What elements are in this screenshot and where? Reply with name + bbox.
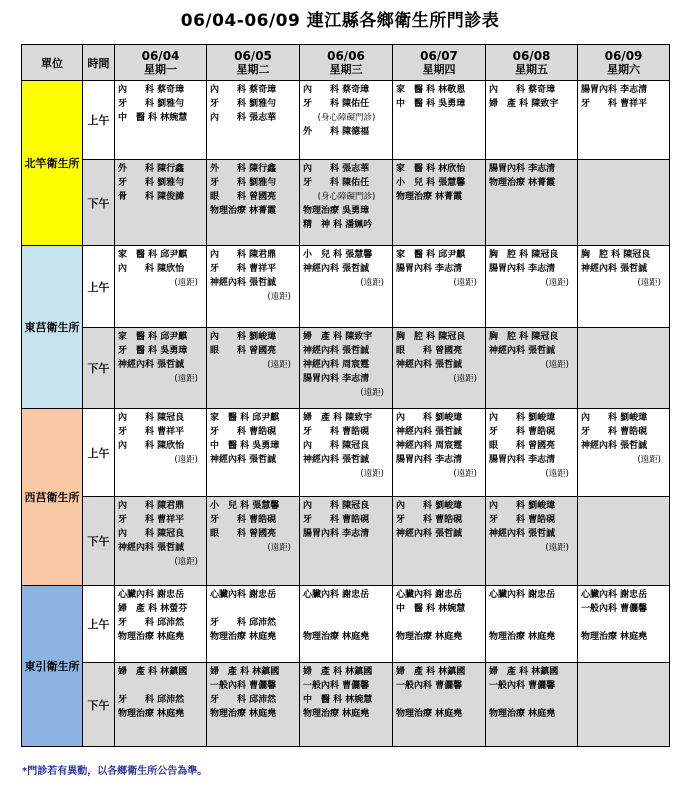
- period-label: 下午: [83, 328, 115, 409]
- schedule-cell: [300, 586, 393, 663]
- cell-note: (遠距): [545, 543, 569, 553]
- footnote: *門診若有異動，以各鄉衛生所公告為準。: [22, 766, 208, 777]
- doctor-entry: 一般內科 曹儷馨: [210, 681, 277, 691]
- cell-note: (遠距): [174, 455, 198, 465]
- schedule-cell: [486, 246, 578, 328]
- doctor-entry: 家 醫 科 林敬恩: [396, 85, 466, 95]
- schedule-row: [22, 246, 670, 328]
- doctor-entry: 神經內科 張哲誠: [303, 264, 370, 274]
- doctor-entry: 神經內科 張哲誠: [489, 346, 556, 356]
- doctor-entry: 神經內科 周宸霆: [396, 441, 463, 451]
- doctor-entry: 神經內科 張哲誠: [489, 529, 556, 539]
- schedule-cell: [393, 497, 486, 586]
- doctor-entry: 一般內科 曹儷馨: [581, 604, 648, 614]
- doctor-entry: 物理治療 林庭堯: [581, 632, 648, 642]
- schedule-cell: [578, 497, 670, 586]
- doctor-entry: 神經內科 張哲誠: [303, 346, 370, 356]
- schedule-row: [22, 586, 670, 663]
- schedule-cell: [207, 328, 300, 409]
- doctor-entry: 心臟內科 謝忠岳: [303, 590, 370, 600]
- doctor-entry: 腸胃內科 李志清: [489, 264, 556, 274]
- cell-note: (遠距): [267, 292, 291, 302]
- schedule-cell: [486, 409, 578, 497]
- doctor-entry: 腸胃內科 李志清: [489, 455, 556, 465]
- doctor-entry: 內 科 張志華: [210, 113, 277, 123]
- doctor-entry: 胸 腔 科 陳冠良: [489, 332, 559, 342]
- schedule-cell: [486, 497, 578, 586]
- period-label: 上午: [83, 81, 115, 160]
- doctor-entry: 中 醫 科 吳勇璋: [396, 99, 466, 109]
- doctor-entry: 家 醫 科 邱尹麒: [396, 250, 466, 260]
- schedule-cell: [578, 328, 670, 409]
- doctor-entry: 內 科 蔡奇璋: [303, 85, 370, 95]
- doctor-entry: 物理治療 林庭堯: [489, 632, 556, 642]
- doctor-entry: 牙 科 曹皓硯: [303, 427, 370, 437]
- schedule-cell: [115, 81, 207, 160]
- schedule-cell: [578, 586, 670, 663]
- schedule-cell: [486, 328, 578, 409]
- doctor-entry: 內 科 蔡奇璋: [118, 85, 185, 95]
- doctor-entry: 腸胃內科 李志清: [396, 264, 463, 274]
- doctor-entry: 物理治療 林庭堯: [396, 709, 463, 719]
- period-label: 上午: [83, 586, 115, 663]
- cell-note: (遠距): [174, 374, 198, 384]
- doctor-entry: 婦 產 科 林螢芬: [118, 604, 188, 614]
- day-header: 06/08 星期五: [486, 45, 578, 81]
- doctor-entry: 腸胃內科 李志清: [489, 164, 556, 174]
- doctor-entry: 中 醫 科 林婉慧: [118, 113, 188, 123]
- cell-note: (遠距): [545, 278, 569, 288]
- schedule-cell: [393, 160, 486, 246]
- schedule-cell: [578, 160, 670, 246]
- schedule-cell: [578, 409, 670, 497]
- schedule-cell: [207, 663, 300, 747]
- cell-note: (遠距): [453, 374, 477, 384]
- doctor-entry: 心臟內科 謝忠岳: [118, 590, 185, 600]
- cell-note: (遠距): [637, 455, 661, 465]
- cell-note: (身心障礙門診): [317, 192, 376, 202]
- cell-note: (遠距): [267, 543, 291, 553]
- doctor-entry: 內 科 劉峻瑋: [210, 332, 277, 342]
- doctor-entry: 內 科 蔡奇璋: [489, 85, 556, 95]
- schedule-row: [22, 81, 670, 160]
- doctor-entry: 內 科 陳君鼎: [118, 501, 185, 511]
- schedule-cell: [115, 160, 207, 246]
- cell-note: (遠距): [360, 469, 384, 479]
- doctor-entry: 眼 科 曾國亮: [210, 529, 277, 539]
- doctor-entry: 物理治療 林庭堯: [303, 709, 370, 719]
- doctor-entry: 眼 科 曾國亮: [489, 441, 556, 451]
- doctor-entry: 神經內科 張哲誠: [118, 543, 185, 553]
- doctor-entry: 婦 產 科 林鎮國: [118, 667, 188, 677]
- schedule-cell: [207, 81, 300, 160]
- doctor-entry: 婦 產 科 陳致宇: [303, 332, 373, 342]
- cell-note: (遠距): [453, 278, 477, 288]
- doctor-entry: 神經內科 張哲誠: [581, 441, 648, 451]
- doctor-entry: 家 醫 科 林欣怡: [396, 164, 466, 174]
- doctor-entry: 內 科 陳欣怡: [118, 441, 185, 451]
- cell-note: (遠距): [360, 278, 384, 288]
- schedule-cell: [207, 246, 300, 328]
- doctor-entry: 物理治療 林庭堯: [118, 709, 185, 719]
- doctor-entry: 內 科 劉峻瑋: [396, 413, 463, 423]
- doctor-entry: [118, 679, 204, 693]
- schedule-cell: [115, 246, 207, 328]
- cell-note: (遠距): [545, 360, 569, 370]
- doctor-entry: 內 科 陳冠良: [303, 501, 370, 511]
- doctor-entry: 內 科 陳冠良: [118, 529, 185, 539]
- doctor-entry: 婦 產 科 林鎮國: [396, 667, 466, 677]
- doctor-entry: 眼 科 曾國亮: [396, 346, 463, 356]
- doctor-entry: 一般內科 曹儷馨: [303, 681, 370, 691]
- doctor-entry: 家 醫 科 邱尹麒: [210, 413, 280, 423]
- doctor-entry: 小 兒 科 張慧馨: [303, 250, 373, 260]
- doctor-entry: 物理治療 林菁霞: [489, 178, 556, 188]
- doctor-entry: 牙 科 陳佑任: [303, 99, 370, 109]
- doctor-entry: 牙 科 邱沛然: [210, 618, 277, 628]
- schedule-cell: [393, 586, 486, 663]
- schedule-cell: [393, 81, 486, 160]
- unit-name: 西莒衛生所: [22, 409, 83, 586]
- period-label: 下午: [83, 663, 115, 747]
- doctor-entry: 物理治療 林庭堯: [396, 632, 463, 642]
- doctor-entry: 神經內科 張哲誠: [396, 427, 463, 437]
- doctor-entry: 心臟內科 謝忠岳: [210, 590, 277, 600]
- cell-note: (遠距): [637, 278, 661, 288]
- doctor-entry: 神經內科 張哲誠: [118, 360, 185, 370]
- doctor-entry: 心臟內科 謝忠岳: [581, 590, 648, 600]
- schedule-cell: [393, 246, 486, 328]
- schedule-cell: [115, 328, 207, 409]
- doctor-entry: 內 科 蔡奇璋: [210, 85, 277, 95]
- doctor-entry: 內 科 陳冠良: [118, 413, 185, 423]
- schedule-cell: [115, 409, 207, 497]
- doctor-entry: 牙 科 劉雅勻: [118, 178, 185, 188]
- doctor-entry: 胸 腔 科 陳冠良: [581, 250, 651, 260]
- schedule-cell: [486, 586, 578, 663]
- doctor-entry: 牙 科 邱沛然: [118, 695, 185, 705]
- schedule-cell: [300, 497, 393, 586]
- schedule-cell: [300, 328, 393, 409]
- schedule-cell: [393, 328, 486, 409]
- doctor-entry: 內 科 劉峻瑋: [396, 501, 463, 511]
- schedule-cell: [207, 160, 300, 246]
- doctor-entry: [396, 693, 483, 707]
- day-header: 06/05 星期二: [207, 45, 300, 81]
- doctor-entry: 婦 產 科 林鎮國: [489, 667, 559, 677]
- schedule-row: [22, 160, 670, 246]
- doctor-entry: 外 科 陳行鑫: [118, 164, 185, 174]
- doctor-entry: 腸胃內科 李志清: [303, 374, 370, 384]
- time-header: 時間: [83, 45, 115, 81]
- schedule-cell: [393, 663, 486, 747]
- schedule-row: [22, 409, 670, 497]
- doctor-entry: 內 科 劉峻瑋: [489, 413, 556, 423]
- schedule-cell: [115, 663, 207, 747]
- unit-header: 單位: [22, 45, 83, 81]
- cell-note: (遠距): [174, 278, 198, 288]
- doctor-entry: 牙 科 曹皓硯: [489, 427, 556, 437]
- schedule-row: [22, 497, 670, 586]
- doctor-entry: [489, 693, 575, 707]
- doctor-entry: 眼 科 曾國亮: [210, 346, 277, 356]
- schedule-cell: [300, 160, 393, 246]
- doctor-entry: 內 科 陳欣怡: [118, 264, 185, 274]
- doctor-entry: 內 科 陳君鼎: [210, 250, 277, 260]
- doctor-entry: 物理治療 林庭堯: [210, 632, 277, 642]
- doctor-entry: 牙 科 曹皓硯: [210, 515, 277, 525]
- period-label: 下午: [83, 497, 115, 586]
- schedule-cell: [207, 497, 300, 586]
- doctor-entry: 神經內科 張哲誠: [581, 264, 648, 274]
- cell-note: (遠距): [267, 360, 291, 370]
- doctor-entry: 物理治療 林庭堯: [210, 709, 277, 719]
- doctor-entry: 心臟內科 謝忠岳: [489, 590, 556, 600]
- schedule-cell: [207, 409, 300, 497]
- cell-note: (遠距): [545, 469, 569, 479]
- unit-name: 東引衛生所: [22, 586, 83, 747]
- unit-name: 北竿衛生所: [22, 81, 83, 246]
- doctor-entry: 物理治療 林庭堯: [118, 632, 185, 642]
- doctor-entry: 神經內科 張哲誠: [396, 360, 463, 370]
- doctor-entry: 物理治療 林庭堯: [303, 632, 370, 642]
- unit-name: 東莒衛生所: [22, 246, 83, 409]
- doctor-entry: 家 醫 科 邱尹麒: [118, 250, 188, 260]
- cell-note: (遠距): [360, 388, 384, 398]
- schedule-cell: [578, 246, 670, 328]
- doctor-entry: 牙 科 曹皓硯: [489, 515, 556, 525]
- doctor-entry: [303, 602, 390, 616]
- doctor-entry: 牙 科 邱沛然: [210, 695, 277, 705]
- doctor-entry: 物理治療 吳勇璋: [303, 206, 370, 216]
- cell-note: (遠距): [453, 469, 477, 479]
- schedule-cell: [486, 663, 578, 747]
- doctor-entry: 骨 科 陳俊諱: [118, 192, 185, 202]
- schedule-row: [22, 663, 670, 747]
- doctor-entry: [303, 616, 390, 630]
- schedule-cell: [486, 160, 578, 246]
- doctor-entry: 物理治療 林庭堯: [489, 709, 556, 719]
- doctor-entry: 婦 產 科 陳致宇: [489, 99, 559, 109]
- doctor-entry: [489, 602, 575, 616]
- cell-note: (身心障礙門診): [317, 113, 376, 123]
- schedule-cell: [393, 409, 486, 497]
- doctor-entry: [581, 616, 667, 630]
- doctor-entry: 中 醫 科 林婉慧: [396, 604, 466, 614]
- schedule-cell: [115, 586, 207, 663]
- doctor-entry: 精 神 科 潘姵吟: [303, 220, 373, 230]
- doctor-entry: 內 科 張志華: [303, 164, 370, 174]
- doctor-entry: 內 科 陳冠良: [303, 441, 370, 451]
- doctor-entry: 牙 科 曹皓硯: [303, 515, 370, 525]
- schedule-cell: [578, 663, 670, 747]
- doctor-entry: 內 科 劉峻瑋: [489, 501, 556, 511]
- schedule-cell: [578, 81, 670, 160]
- doctor-entry: 牙 科 劉雅勻: [210, 99, 277, 109]
- doctor-entry: [396, 616, 483, 630]
- schedule-cell: [115, 497, 207, 586]
- schedule-cell: [207, 586, 300, 663]
- header-row: [22, 45, 670, 81]
- schedule-cell: [300, 663, 393, 747]
- period-label: 下午: [83, 160, 115, 246]
- doctor-entry: 小 兒 科 張慧馨: [396, 178, 466, 188]
- doctor-entry: 牙 科 曹皓硯: [396, 515, 463, 525]
- doctor-entry: 神經內科 張哲誠: [303, 455, 370, 465]
- doctor-entry: 婦 產 科 林鎮國: [210, 667, 280, 677]
- doctor-entry: 中 醫 科 林婉慧: [303, 695, 373, 705]
- doctor-entry: 心臟內科 謝忠岳: [396, 590, 463, 600]
- schedule-cell: [300, 81, 393, 160]
- day-header: 06/06 星期三: [300, 45, 393, 81]
- doctor-entry: 牙 醫 科 吳勇璋: [118, 346, 188, 356]
- doctor-entry: 物理治療 林菁霞: [396, 192, 463, 202]
- doctor-entry: [489, 616, 575, 630]
- doctor-entry: 牙 科 劉雅勻: [210, 178, 277, 188]
- cell-note: (遠距): [174, 557, 198, 567]
- doctor-entry: 神經內科 周宸霆: [303, 360, 370, 370]
- doctor-entry: 神經內科 張哲誠: [210, 455, 277, 465]
- doctor-entry: 胸 腔 科 陳冠良: [396, 332, 466, 342]
- doctor-entry: 牙 科 曹祥平: [581, 99, 648, 109]
- doctor-entry: 中 醫 科 吳勇璋: [210, 441, 280, 451]
- doctor-entry: 牙 科 曹祥平: [118, 427, 185, 437]
- doctor-entry: 眼 科 曾國亮: [210, 192, 277, 202]
- doctor-entry: 牙 科 曹祥平: [210, 264, 277, 274]
- doctor-entry: 神經內科 張哲誠: [210, 278, 277, 288]
- doctor-entry: 牙 科 曹祥平: [118, 515, 185, 525]
- doctor-entry: 腸胃內科 李志清: [581, 85, 648, 95]
- doctor-entry: 一般內科 曹儷馨: [489, 681, 556, 691]
- page-title: 06/04-06/09 連江縣各鄉衛生所門診表: [180, 11, 500, 31]
- schedule-cell: [300, 246, 393, 328]
- doctor-entry: 婦 產 科 陳致宇: [303, 413, 373, 423]
- doctor-entry: [210, 602, 297, 616]
- doctor-entry: 牙 科 曹皓硯: [581, 427, 648, 437]
- doctor-entry: 神經內科 張哲誠: [396, 529, 463, 539]
- day-header: 06/04 星期一: [115, 45, 207, 81]
- day-header: 06/09 星期六: [578, 45, 670, 81]
- doctor-entry: 腸胃內科 李志清: [396, 455, 463, 465]
- doctor-entry: 一般內科 曹儷馨: [396, 681, 463, 691]
- doctor-entry: 牙 科 陳佑任: [303, 178, 370, 188]
- doctor-entry: 外 科 陳行鑫: [210, 164, 277, 174]
- schedule-row: [22, 328, 670, 409]
- schedule-cell: [486, 81, 578, 160]
- doctor-entry: 胸 腔 科 陳冠良: [489, 250, 559, 260]
- doctor-entry: 牙 科 曹皓硯: [210, 427, 277, 437]
- period-label: 上午: [83, 246, 115, 328]
- day-header: 06/07 星期四: [393, 45, 486, 81]
- doctor-entry: 物理治療 林菁霞: [210, 206, 277, 216]
- doctor-entry: 家 醫 科 邱尹麒: [118, 332, 188, 342]
- clinic-schedule-table: [21, 44, 670, 747]
- doctor-entry: 腸胃內科 李志清: [303, 529, 370, 539]
- schedule-cell: [300, 409, 393, 497]
- doctor-entry: 外 科 陳德福: [303, 127, 370, 137]
- doctor-entry: 牙 科 劉雅勻: [118, 99, 185, 109]
- period-label: 上午: [83, 409, 115, 497]
- doctor-entry: 婦 產 科 林鎮國: [303, 667, 373, 677]
- doctor-entry: 小 兒 科 張慧馨: [210, 501, 280, 511]
- doctor-entry: 牙 科 邱沛然: [118, 618, 185, 628]
- doctor-entry: 內 科 劉峻瑋: [581, 413, 648, 423]
